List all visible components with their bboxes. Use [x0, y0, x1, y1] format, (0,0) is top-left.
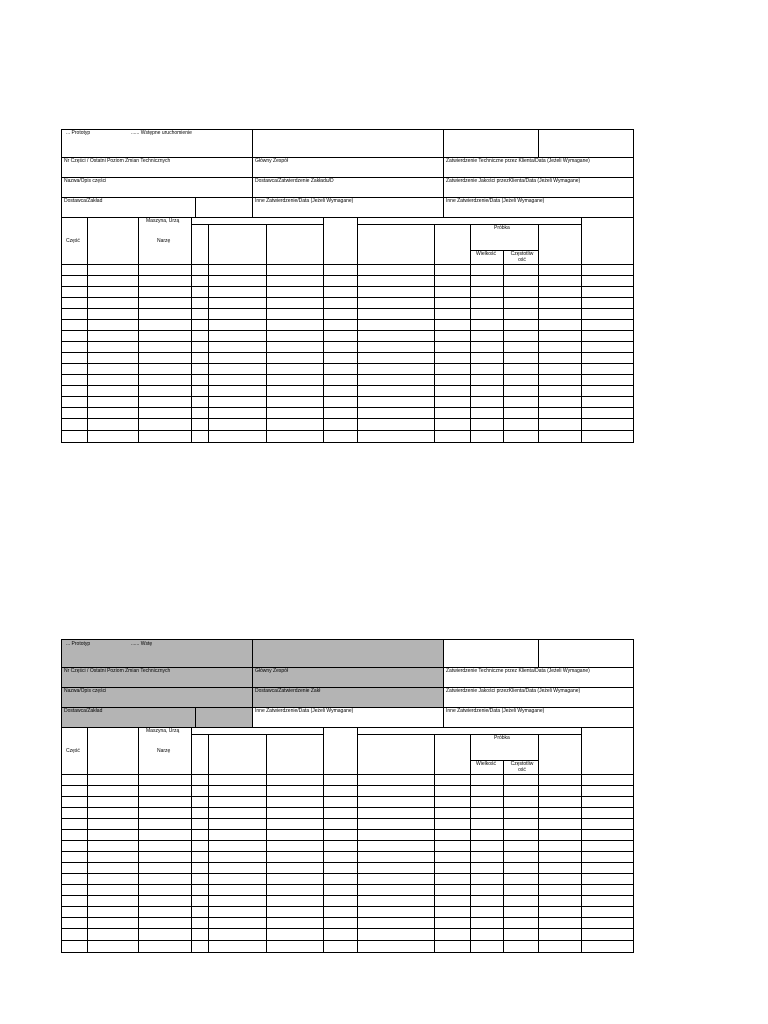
header-blank-cell-3 [538, 639, 634, 668]
table-row[interactable] [61, 807, 634, 808]
col-sample-header: Próbka [494, 735, 510, 741]
header-blank-cell [252, 639, 444, 668]
grid-vline [208, 734, 209, 952]
table-row[interactable] [61, 829, 634, 830]
stage-checkbox-label[interactable]: ...... Wstę [131, 641, 153, 647]
table-row[interactable] [61, 385, 634, 386]
part-name-label: Nazwa/Opis części [64, 178, 107, 184]
table-row[interactable] [61, 275, 634, 276]
table-row[interactable] [61, 264, 634, 265]
grid-vline [266, 734, 267, 952]
table-row[interactable] [61, 308, 634, 309]
stage-checkbox-label[interactable]: ...... Wstępne uruchomienie [131, 130, 192, 136]
supplier-code-label: Dostawca/Zatwierdzenie Zakł [255, 688, 321, 694]
col-freq-header: Częstotliw ość [510, 761, 534, 773]
table-row[interactable] [61, 928, 634, 929]
table-row[interactable] [61, 796, 634, 797]
quality-approval-label: Zatwierdzenie Jakości przezKlienta/Data (Jeżeli Wymagane) [446, 178, 581, 184]
table-row[interactable] [61, 330, 634, 331]
supplier-label: Dostawca/Zakład [64, 708, 103, 714]
table-row[interactable] [61, 430, 634, 431]
header-blank-cell-2 [443, 639, 539, 668]
col-freq-header: Częstotliw ość [510, 251, 534, 263]
table-row[interactable] [61, 418, 634, 419]
col-part-header: Część [66, 748, 80, 754]
part-number-label: Nr Części / Ostatni Poziom Zmian Technicznych [64, 158, 171, 164]
grid-vline [434, 224, 435, 442]
supplier-label: Dostawca/Zakład [64, 198, 103, 204]
col-sample-header: Próbka [494, 225, 510, 231]
col-part-header: Część [66, 238, 80, 244]
table-row[interactable] [61, 363, 634, 364]
header-blank-cell-3 [538, 129, 634, 158]
grid-vline [538, 224, 539, 442]
table-row[interactable] [61, 851, 634, 852]
table-row[interactable] [61, 352, 634, 353]
table-row[interactable] [61, 341, 634, 342]
table-row[interactable] [61, 785, 634, 786]
quality-approval-label: Zatwierdzenie Jakości przezKlienta/Data (Jeżeli Wymagane) [446, 688, 581, 694]
table-row[interactable] [61, 407, 634, 408]
col-size-header: Wielkość [476, 251, 497, 257]
grid-vline [266, 224, 267, 442]
table-row[interactable] [61, 774, 634, 775]
prototype-checkbox-label[interactable]: ... Prototyp [66, 130, 91, 136]
table-row[interactable] [61, 374, 634, 375]
table-row[interactable] [61, 884, 634, 885]
grid-vline [503, 250, 504, 442]
assembly-label: Główny Zespół [255, 158, 289, 164]
grid-vline [208, 224, 209, 442]
table-row[interactable] [61, 396, 634, 397]
grid-vline [434, 734, 435, 952]
table-row[interactable] [61, 297, 634, 298]
header-blank-cell-2 [443, 129, 539, 158]
supplier-extra-cell[interactable] [195, 197, 253, 218]
table-row[interactable] [61, 862, 634, 863]
table-row[interactable] [61, 873, 634, 874]
eng-approval-label: Zatwierdzenie Techniczne przez Klienta/Data (Jeżeli Wymagane) [446, 668, 590, 674]
prototype-checkbox-label[interactable]: ... Prototyp [66, 641, 91, 647]
col-tool-header: Narzę [157, 748, 171, 754]
grid-hline [357, 734, 582, 735]
table-row[interactable] [61, 818, 634, 819]
table-row[interactable] [61, 895, 634, 896]
part-number-label: Nr Części / Ostatni Poziom Zmian Technicznych [64, 668, 171, 674]
table-row[interactable] [61, 940, 634, 941]
other-approval-label: Inne Zatwierdzenie/Data (Jeżeli Wymagane) [255, 708, 354, 714]
other-approval-right-label: Inne Zatwierdzenie/Data (Jeżeli Wymagane) [446, 198, 545, 204]
grid-hline [357, 224, 582, 225]
other-approval-right-label: Inne Zatwierdzenie/Data (Jeżeli Wymagane) [446, 708, 545, 714]
supplier-code-label: Dostawca/Zatwierdzenie Zakładu/D [255, 178, 334, 184]
grid-vline [538, 734, 539, 952]
supplier-extra-cell[interactable] [195, 707, 253, 728]
col-tool-header: Narzę [157, 238, 171, 244]
part-name-label: Nazwa/Opis części [64, 688, 107, 694]
table-row[interactable] [61, 286, 634, 287]
header-blank-cell [252, 129, 444, 158]
grid-vline [470, 224, 471, 442]
grid-hline [191, 734, 324, 735]
grid-hline [191, 224, 324, 225]
other-approval-label: Inne Zatwierdzenie/Data (Jeżeli Wymagane) [255, 198, 354, 204]
col-size-header: Wielkość [476, 761, 497, 767]
eng-approval-label: Zatwierdzenie Techniczne przez Klienta/Data (Jeżeli Wymagane) [446, 158, 590, 164]
table-row[interactable] [61, 319, 634, 320]
col-machine-header: Maszyna, Urzą [146, 218, 180, 224]
table-row[interactable] [61, 906, 634, 907]
assembly-label: Główny Zespół [255, 668, 289, 674]
table-row[interactable] [61, 840, 634, 841]
col-machine-header: Maszyna, Urzą [146, 728, 180, 734]
table-row[interactable] [61, 917, 634, 918]
grid-vline [503, 760, 504, 952]
grid-vline [470, 734, 471, 952]
